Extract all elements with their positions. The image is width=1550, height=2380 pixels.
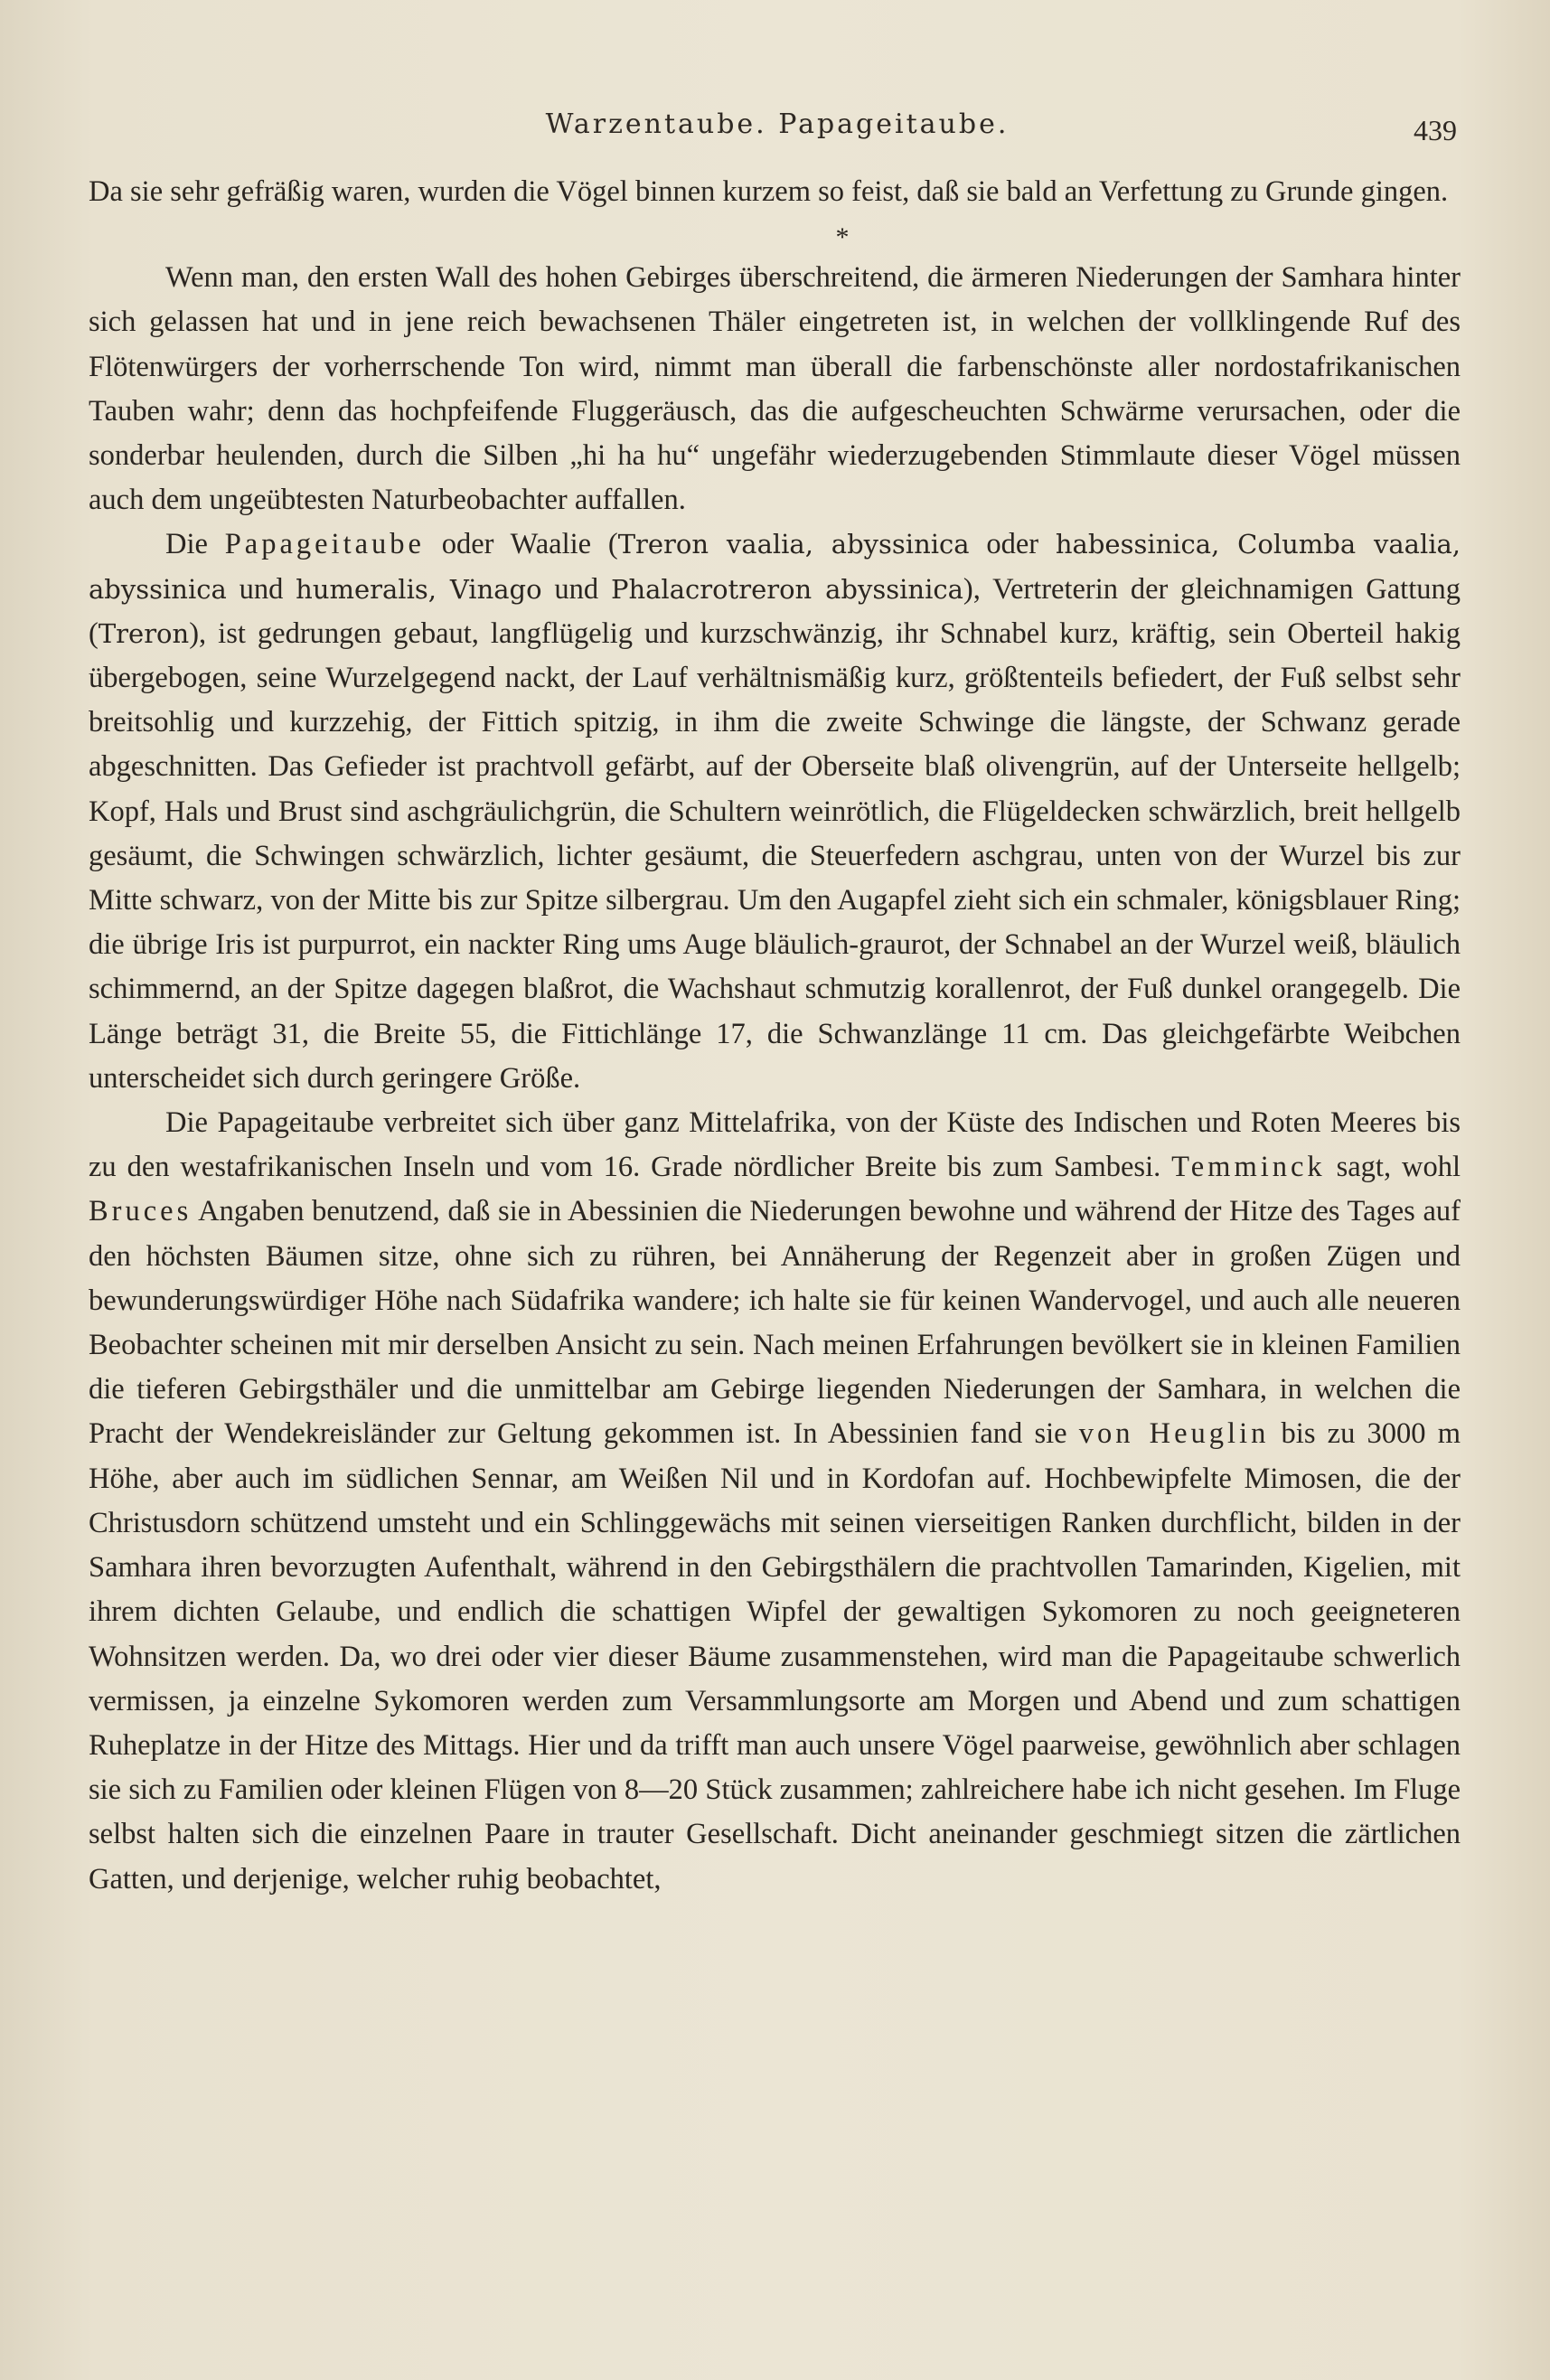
species-name: Papageitaube	[224, 528, 425, 561]
text-run: ), Vertreterin der gleichnamigen Gattung (	[89, 572, 1461, 650]
running-head: Warzentaube. Papageitaube.	[545, 108, 1010, 140]
text-run: bis zu 3000 m Höhe, aber auch im südlichen Sennar, am Weißen Nil und in Kordofan auf. Hochbewipfelte Mimosen, die der Christusdorn schützend umsteht und ein Schlinggewächs mit seinen vierseitigen Ranken durchflicht, bilden in der Samhara ihren bevorzugten Aufenthalt, während in den Gebirgsthälern die prachtvollen Tamarinden, Kigelien, mit ihrem dichten Gelaube, und endlich die schattigen Wipfel der gewaltigen Sykomoren zu noch geeigneteren Wohnsitzen werden. Da, wo drei oder vier dieser Bäume zusammenstehen, wird man die Papageitaube schwerlich vermissen, ja einzelne Sykomoren werden zum Versammlungsorte am Morgen und Abend und zum schattigen Ruheplatze in der Hitze des Mittags. Hier und da trifft man auch unsere Vögel paarweise, gewöhnlich aber schlagen sie sich zu Familien oder kleinen Flügen von 8—20 Stück zusammen; zahlreichere habe ich nicht gesehen. Im Fluge selbst halten sich die einzelnen Paare in trauter Gesellschaft. Dicht aneinander geschmiegt sitzen die zärtlichen Gatten, und derjenige, welcher ruhig beobachtet,	[89, 1417, 1461, 1896]
text-run: ), ist gedrungen gebaut, langflügelig und kurzschwänzig, ihr Schnabel kurz, kräftig, sein Oberteil hakig übergebogen, seine Wurzelgegend nackt, der Lauf verhältnismäßig kurz, größtenteils befiedert, der Fuß selbst sehr breitsohlig und kurzzehig, der Fittich spitzig, in ihm die zweite Schwinge die längste, der Schwanz gerade abgeschnitten. Das Gefieder ist prachtvoll gefärbt, auf der Oberseite blaß olivengrün, auf der Unterseite hellgelb; Kopf, Hals und Brust sind aschgräulichgrün, die Schultern weinrötlich, die Flügeldecken schwärzlich, breit hellgelb gesäumt, die Schwingen schwärzlich, lichter gesäumt, die Steuerfedern aschgrau, unten von der Wurzel bis zur Mitte schwarz, von der Mitte bis zur Spitze silbergrau. Um den Augapfel zieht sich ein schmaler, königsblauer Ring; die übrige Iris ist purpurrot, ein nackter Ring ums Auge bläulich-graurot, der Schnabel an der Wurzel weiß, bläulich schimmernd, an der Spitze dagegen blaßrot, die Wachshaut schmutzig korallenrot, der Fuß dunkel orangegelb. Die Länge beträgt 31, die Breite 55, die Fittichlänge 17, die Schwanzlänge 11 cm. Das gleichgefärbte Weibchen unterscheidet sich durch geringere Größe.	[89, 616, 1461, 1095]
paragraph-description	[89, 522, 1461, 1101]
text-run: Die	[165, 528, 225, 561]
page-number: 439	[1414, 114, 1457, 146]
author-name: von Heuglin	[1078, 1417, 1270, 1451]
page-header	[90, 101, 1464, 146]
latin-name: Phalacrotreron abyssinica	[610, 573, 963, 605]
text-run: Die Papageitaube verbreitet sich über ganz Mittelafrika, von der Küste des Indischen und Roten Meeres bis zu den westafrikanischen Inseln und vom 16. Grade nördlicher Breite bis zum Sambesi.	[89, 1106, 1461, 1184]
latin-name: humeralis, Vinago	[296, 573, 542, 605]
section-separator: *	[835, 222, 850, 253]
paragraph-distribution	[89, 1101, 1461, 1902]
text-run: oder Waalie (	[424, 528, 618, 561]
genus-name: Treron	[98, 617, 190, 649]
body-text	[89, 170, 1461, 1902]
latin-name: habessinica, Columba vaalia, abyssinica	[89, 529, 1461, 605]
text-run: und	[226, 572, 296, 606]
latin-name: Treron vaalia, abyssinica	[617, 529, 970, 560]
text-run: und	[541, 572, 611, 606]
author-name: Bruces	[89, 1195, 193, 1228]
text-run: sagt, wohl	[1325, 1151, 1461, 1184]
author-name: Temminck	[1171, 1151, 1326, 1184]
text-run: Angaben benutzend, daß sie in Abessinien die Niederungen bewohne und während der Hitze des Tages auf den höchsten Bäumen sitze, ohne sich zu rühren, bei Annäherung der Regenzeit aber in großen Zügen und bewunderungswürdiger Höhe nach Südafrika wandere; ich halte sie für keinen Wandervogel, und auch alle neueren Beobachter scheinen mit mir derselben Ansicht zu sein. Nach meinen Erfahrungen bevölkert sie in kleinen Familien die tieferen Gebirgsthäler und die unmittelbar am Gebirge liegenden Niederungen der Samhara, in welchen die Pracht der Wendekreisländer zur Geltung gekommen ist. In Abessinien fand sie	[89, 1195, 1461, 1451]
paragraph-continuation: Da sie sehr gefräßig waren, wurden die Vögel binnen kurzem so feist, daß sie bald an Verfettung zu Grunde gingen.	[89, 175, 1449, 208]
paragraph-intro: Wenn man, den ersten Wall des hohen Gebirges überschreitend, die ärmeren Niederungen der Samhara hinter sich gelassen hat und in jene reich bewachsenen Thäler eingetreten ist, in welchen der vollklingende Ruf des Flötenwürgers der vorherrschende Ton wird, nimmt man überall die farbenschönste aller nordostafrikanischen Tauben wahr; denn das hochpfeifende Fluggeräusch, das die aufgescheuchten Schwärme verursachen, oder die sonderbar heulenden, durch die Silben „hi ha hu“ ungefähr wiederzugebenden Stimmlaute dieser Vögel müssen auch dem ungeübtesten Naturbeobachter auffallen.	[89, 261, 1461, 517]
text-run: oder	[969, 528, 1056, 561]
